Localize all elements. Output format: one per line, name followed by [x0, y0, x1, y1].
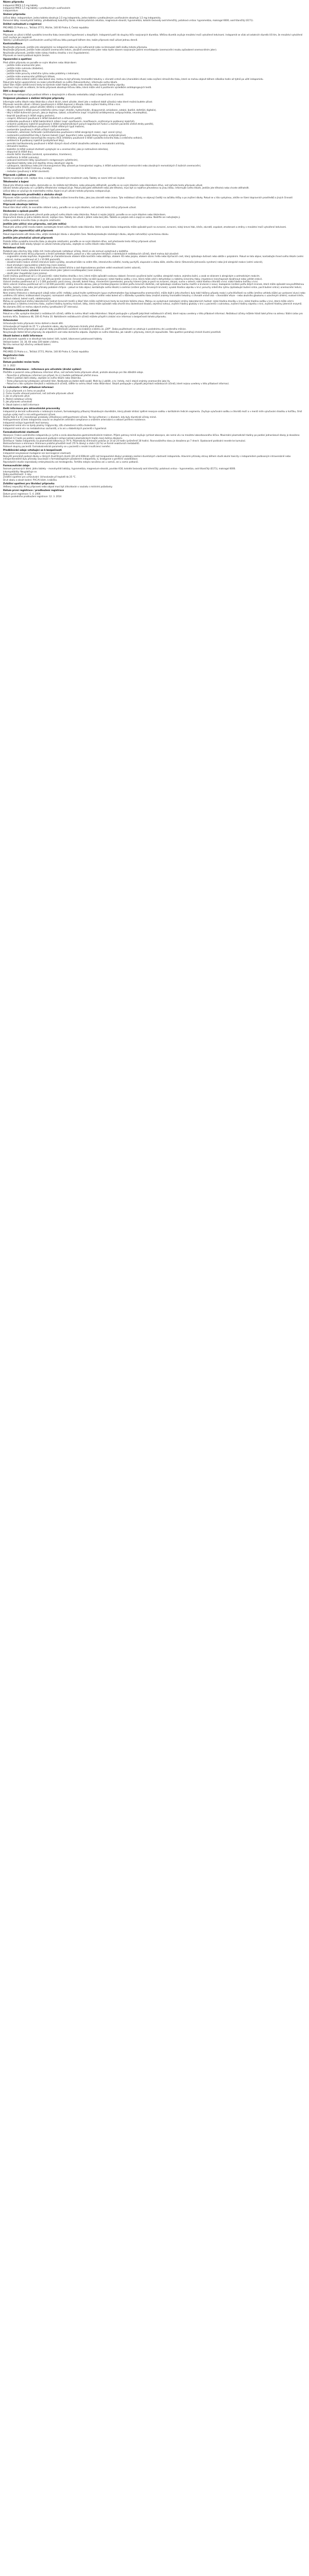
section-paragraph: Vždy užívejte tento přípravek přesně podle pokynů svého lékaře nebo lékárníka. Pokud si nejste jistý(á), poraďte se se svým lékařem nebo lékárníkem. — [3, 213, 166, 216]
section-paragraph: 1. Co je přípravek a k čemu se používá — [3, 389, 45, 392]
leaflet-section — [3, 310, 306, 318]
section-paragraph: Na záznamu EKG se mohou objevit změny (prodloužení QT intervalu). — [3, 305, 79, 308]
section-paragraph: 6. Obsah balení a další informace — [3, 403, 40, 406]
leaflet-section — [3, 431, 306, 448]
leaflet-section — [3, 237, 306, 245]
section-paragraph: Indapamid nevykazoval mutagenní ani karcinogenní vlastnosti. — [3, 452, 72, 455]
section-paragraph: Užívání tohoto přípravku se v průběhu těhotenství nedoporučuje. Pokud plánujete otěhotnět nebo jste těhotná, musí být co nejdříve převedena na jinou léčbu. Informujte svého lékaře, jestliže jste těhotná nebo chcete otěhotnět. — [3, 187, 250, 190]
section-paragraph: – vinkamin podávaný injekčně (používaný k léčbě symptomatických poruch kognitivních funkcí u starších pacientů včetně ztráty paměti), — [5, 122, 154, 125]
leaflet-section — [3, 483, 306, 488]
leaflet-section — [3, 90, 306, 96]
section-paragraph: Datum posledního prodloužení registrace: 12. 3. 2014 — [3, 495, 62, 498]
package-leaflet-document — [0, 0, 309, 501]
section-heading: Indikace — [3, 30, 14, 33]
section-paragraph: – cyklosporin, takrolimus nebo jiné imunosupresivní léky užívané po transplantaci orgánu, k léčbě autoimunitních onemocnění nebo závažných revmatických či kožních onemocnění, — [5, 164, 201, 167]
leaflet-section — [3, 30, 306, 42]
section-heading: Upozornění a opatření — [3, 58, 32, 61]
section-heading: Těhotenství a kojení — [3, 181, 29, 184]
section-paragraph: – inhibitory angiotensin konvertujícího enzymu (ACE inhibitory používané k léčbě vysokého krevního tlaku a srdečního selhání), — [5, 136, 143, 139]
section-paragraph: Jak přípravek vypadá a co obsahuje toto balení: bílé, kulaté, bikonvexní potahované tablety. — [3, 337, 102, 341]
section-heading: Držitel rozhodnutí o registraci — [3, 23, 42, 26]
section-paragraph: – angioedém a/nebo kopřivka. Angioedém je charakterizován otokem kůže končetin nebo obličeje, otokem rtů nebo jazyka, otokem sliznic hrdla nebo dýchacích cest, který způsobuje dušnost nebo obtíže s polykáním. Pokud se toto objeví, kontaktujte ihned svého lékaře (velmi vzácné, mohou postihnout až 1 z 10 000 pacientů), — [5, 255, 304, 261]
leaflet-section — [3, 181, 306, 192]
leaflet-section — [3, 465, 306, 482]
section-heading: Zvláštní opatření pro likvidaci přípravku — [3, 482, 55, 485]
section-paragraph: – stimulační laxativa, — [5, 145, 28, 148]
leaflet-section — [3, 230, 306, 235]
section-paragraph: Seznam pomocných látek: jádro tablety – monohydrát laktózy, hypromelóza, magnesium-stearát, povidon K30, koloidní bezvodý oxid křemičitý; potahová vrstva – hypromelóza, oxid titaničitý (E171), makrogol 6000. — [3, 467, 236, 470]
section-paragraph: – jestliže máte snížené vidění nebo bolest oka; mohou to být příznaky hromadění tekutiny v cévnaté vrstvě oka (choroidální efuze) nebo zvýšení nitroočního tlaku, které se mohou objevit během několika hodin až týdnů po užití indapamidu. — [5, 78, 264, 81]
leaflet-section — [3, 204, 306, 209]
section-paragraph: Lékař Vám může nařídit krevní testy ke kontrole nízké hladiny sodíku nebo draslíku nebo vysoké hladiny vápníku. — [3, 83, 126, 87]
section-paragraph: Vzácné (mohou postihnout až 1 z 1 000 pacientů): pocit únavy, závratě, bolest hlavy, mravenčení (parestezie); poruchy trávení (jako je pocit na zvracení, zácpa), sucho v ústech; nízká hladina chloridů v krvi; nízká hladina hořčíku v krvi. — [3, 280, 259, 283]
section-paragraph: Sportovci mají vzít na vědomí, že tento přípravek obsahuje léčivou látku, která může vést k pozitivním výsledkům antidopingových testů. — [3, 86, 152, 89]
section-paragraph: Nevyhazujte žádné léčivé přípravky do odpadních vod nebo domácího odpadu. Zeptejte se svého lékárníka, jak naložit s přípravky, které již nepoužíváte. Tato opatření pomáhají chránit životní prostředí. — [3, 330, 221, 333]
section-paragraph: Indapamid nemá vliv na metabolismus sacharidů, a to ani u diabetických pacientů s hypertenzí. — [3, 427, 107, 430]
section-paragraph: – tetrakosaktid (k léčbě Crohnovy choroby), — [5, 167, 53, 170]
section-paragraph: – zánět jater (hepatitida) (není známo). — [5, 272, 48, 275]
section-paragraph: – bepridil (používaný k léčbě anginy pectoris), — [5, 114, 55, 117]
section-paragraph: Protože léčba vysokého krevního tlaku je obvykle celoživotní, poraďte se se svým lékařem dříve, než přestanete tento léčivý přípravek užívat. — [3, 240, 157, 243]
section-paragraph: – antibiotika používaná k léčbě bakteriálních infekcí (např. sparfloxacin, moxifloxacin, erythromycin podávaný injekčně), — [5, 120, 135, 123]
section-paragraph: Neužívejte přípravek, jestliže máte nízkou hladinu draslíku v krvi (hypokalemie). — [3, 51, 90, 54]
section-paragraph: Veškerý nepoužitý léčivý přípravek nebo odpad musí být zlikvidován v souladu s místními požadavky. — [3, 485, 113, 488]
section-paragraph: Mohou se vyskytnout změny laboratorních hodnot (krevních testů) a lékař Vám může nařídit krevní testy ke kontrole Vašeho stavu. Mohou se vyskytnout následující změny laboratorních hodnot: nízká hladina draslíku v krvi, nízká hladina sodíku v krvi, která může vést k dehydrataci a nízkému krevnímu tlaku, zvýšení hladiny kyseliny močové, látky, která může způsobit nebo zhoršit dnu (bolestivost kloubů, zejména nohou), zvýšení hladiny glukózy v krvi u pacientů s cukrovkou, zvýšení hladiny vápníku v krvi, zvýšené hladiny jaterních enzymů. — [3, 299, 302, 306]
section-heading: Jestliže jste zapomněl(a) užít přípravek — [3, 230, 54, 233]
leaflet-section — [3, 386, 306, 406]
section-paragraph: Před užitím přípravku se poraďte se svým lékařem nebo lékárníkem: — [3, 61, 77, 64]
section-paragraph: Biotransformace a eliminace: Eliminace probíhá převážně močí (70 % dávky) a stolicí (22 %) ve formě neaktivních metabolitů. — [3, 442, 140, 445]
section-paragraph: Velikost balení: 10, 30, 60 nebo 100 tablet v blistru. — [3, 340, 59, 343]
section-paragraph: Velmi vzácné (mohou postihnout až 1 z 10 000 pacientů): změny krevního obrazu, jako je trombocytopenie (snížení počtu krevních destiček, což způsobuje snadnou tvorbu modřin a krvácení z nosu), leukopenie (snížení počtu bílých krvinek, které může způsobit nevysvětlitelnou horečku, bolest v krku nebo jiné příznaky podobné chřipce – pokud se toto objeví, kontaktujte svého lékaře) a anémie (snížení počtu červených krvinek); vysoká hladina vápníku v krvi; poruchy srdečního rytmu (způsobující bušení srdce, pocit bušení srdce); onemocnění ledvin; abnormální funkce jater. — [3, 283, 304, 292]
section-paragraph: – Máte-li jakékoli další otázky, zeptejte se svého lékaře nebo lékárníka. — [5, 377, 82, 380]
leaflet-section — [3, 223, 306, 229]
leaflet-section — [3, 449, 306, 463]
section-paragraph: Indapamid snižuje hypertrofii levé komory. — [3, 421, 49, 424]
section-paragraph: – zánět slinivky břišní, který může způsobit silnou bolest břicha a zad doprovázenou pocitem velké nevolnosti (velmi vzácné), — [5, 266, 141, 269]
section-paragraph: Indapamid PMCS 1,5 mg tablety s prodlouženým uvolňováním — [3, 7, 71, 9]
section-paragraph: Druh obalu a obsah balení: PVC/Al blistr, krabička. — [3, 478, 58, 481]
section-heading: Uchovávání — [3, 319, 18, 322]
section-heading: Datum poslední revize textu — [3, 361, 40, 364]
section-paragraph: Indapamid je derivát sulfonamidu s indolovým kruhem, farmakologicky příbuzný thiazidovým diuretikům, který působí inhibicí zpětné resorpce sodíku v kortikálním ředicím segmentu. Zvyšuje vylučování sodíku a chloridů močí a v menší míře vylučování draslíku a hořčíku, čímž zvyšuje výdej moči a má antihypertenzní účinek. — [3, 410, 302, 416]
section-paragraph: – metadon (používaný k léčbě závislosti). — [5, 170, 50, 173]
section-paragraph: Antihypertenzní účinek indapamidu souvisí se zlepšením arteriální compliance a snížením arteriolární a celkové periferní rezistence. — [3, 418, 146, 421]
section-paragraph: Pokud jste užil(a) příliš mnoho tablet, kontaktujte ihned svého lékaře nebo lékárníka. Velmi vysoká dávka indapamidu může způsobit pocit na zvracení, zvracení, nízký krevní tlak, křeče, závratě, ospalost, zmatenost a změny v množství moči vytvářené ledvinami. — [3, 226, 287, 229]
section-paragraph: – metformin (k léčbě cukrovky), — [5, 156, 40, 159]
section-paragraph: Přípravek nesmíte užívat s lithiem (používaným k léčbě deprese) z důvodu rizika zvýšení hladiny lithia v krvi. — [3, 103, 121, 106]
section-heading: Registrační číslo — [3, 354, 24, 357]
leaflet-section — [3, 335, 306, 346]
section-paragraph: Tablety s prodlouženým uvolňováním uvolňují léčivou látku postupně během dne, takže přípravek stačí užívat jednou denně. — [3, 39, 138, 42]
leaflet-section — [3, 58, 306, 89]
section-paragraph: – amfotericin B podávaný injekčně (protiplísňové léky), — [5, 139, 65, 142]
section-paragraph: – pentamidin (používaný k léčbě určitých typů pneumonie), — [5, 128, 70, 131]
section-paragraph: Pomocné látky: monohydrát laktózy, předbobtnalý kukuřičný škrob, mikrokrystalická celulóza, magnesium-stearát, hypromelóza, koloidní bezvodý oxid křemičitý, potahová vrstva: hypromelóza, makrogol 6000, oxid titaničitý (E171). — [3, 19, 254, 22]
section-heading: Další informace pro zdravotnické pracovníky — [3, 407, 60, 410]
leaflet-section — [3, 361, 306, 367]
section-paragraph: Léčivá látka se vylučuje do mateřského mléka. Kojení se při užívání tohoto přípravku nedoporučuje. — [3, 189, 111, 192]
section-heading: Obsah balení a další informace — [3, 334, 43, 337]
leaflet-section — [3, 13, 306, 22]
leaflet-section — [3, 354, 306, 360]
section-paragraph: Uchovávejte tento přípravek mimo dohled a dosah dětí. — [3, 322, 64, 325]
section-heading: Jestliže jste přestal(a) užívat přípravek — [3, 237, 53, 240]
section-paragraph: Neužívejte přípravek, jestliže máte závažné onemocnění ledvin, závažné onemocnění jater nebo trpíte stavem nazývaným jaterní encefalopatie (onemocnění mozku způsobené onemocněním jater). — [3, 48, 217, 52]
section-heading: Dávkování a způsob použití — [3, 210, 38, 213]
section-heading: Kontraindikace — [3, 43, 23, 46]
section-paragraph: Informujte svého lékaře, pokud užíváte některý z následujících přípravků: — [3, 106, 82, 109]
section-paragraph: – jestliže máte cukrovku (diabetes), — [5, 66, 44, 70]
section-paragraph: Informujte svého lékaře nebo lékárníka o všech lécích, které užíváte, které jste v nedávné době užíval(a) nebo které možná budete užívat. — [3, 100, 153, 103]
section-paragraph: Přípravek se nedoporučuje podávat dětem a dospívajícím z důvodu nedostatku údajů o bezpečnosti a účinnosti. — [3, 93, 124, 96]
section-paragraph: – jestliže trpíte dnou, — [5, 70, 28, 73]
section-paragraph: Inkompatibility: Neuplatňuje se. — [3, 470, 38, 473]
section-paragraph: Pokud jste těhotná nebo kojíte, domníváte se, že můžete být těhotná, nebo plánujete otěhotnět, poraďte se se svým lékařem nebo lékárníkem dříve, než začnete tento přípravek užívat. — [3, 184, 203, 187]
section-paragraph: – Ponechte si příbalovou informaci pro případ, že si ji budete potřebovat přečíst znovu. — [5, 374, 99, 377]
section-paragraph: – vápníkové tablety nebo jiné doplňky stravy obsahující vápník, — [5, 161, 74, 164]
section-paragraph: – onemocnění mozku způsobené onemocněním jater (jaterní encefalopatie) (není známo), — [5, 269, 102, 272]
section-paragraph: – jestliže máte onemocnění jater, — [5, 64, 41, 67]
section-paragraph: Přípravek může vyvolat nežádoucí účinky v důsledku snížení krevního tlaku, jako jsou závratě nebo únava. Tyto nežádoucí účinky se objevují častěji na začátku léčby a po zvýšení dávky. Pokud se u Vás vyskytnou, zdržte se řízení dopravních prostředků a jiných činností vyžadujících zvýšenou pozornost. — [3, 196, 293, 202]
section-paragraph: – halofantrin (antiparazitikum používané k léčbě některých typů malárie), — [5, 125, 85, 128]
leaflet-section — [3, 43, 306, 57]
section-heading: Přípravek obsahuje laktózu — [3, 203, 38, 206]
section-heading: Farmakokinetické vlastnosti — [3, 431, 39, 434]
section-paragraph: Časté (mohou postihnout až 1 z 10 pacientů): nízká hladina draslíku v krvi, která může způsobit svalovou slabost; červená vyvýšená kožní vyrážka; alergické reakce, zejména kožní, u osob se sklonem k alergickým a astmatickým reakcím. — [3, 275, 261, 278]
section-paragraph: 3. Jak se přípravek užívá — [3, 395, 30, 398]
section-heading: Datum první registrace / prodloužení registrace — [3, 489, 64, 493]
section-paragraph: – perorální kortikosteroidy používané k léčbě různých stavů včetně závažného astmatu a revmatoidní artritidy, — [5, 142, 125, 145]
section-paragraph: Nepoužívejte tento přípravek po uplynutí doby použitelnosti uvedené na krabičce a blistru za „EXP“. Doba použitelnosti se vztahuje k poslednímu dni uvedeného měsíce. — [3, 328, 186, 331]
section-heading: Název přípravku — [3, 1, 24, 4]
section-heading: Výrobce — [3, 347, 14, 350]
section-paragraph: Doba použitelnosti: 3 roky. — [3, 473, 32, 476]
section-paragraph: Reprodukční studie neprokázaly embryotoxicitu ani teratogenitu. Fertilita nebyla narušena ani u samců, ani u samic potkanů. — [3, 460, 139, 463]
section-paragraph: PRO.MED.CS Praha a.s., Telčská 377/1, Michle, 140 00 Praha 4, Česká republika — [3, 26, 89, 29]
section-paragraph: Rizikové skupiny pacientů: Farmakokinetické parametry se u pacientů s renální insuficiencí nemění. — [3, 445, 111, 448]
section-paragraph: Méně časté (mohou postihnout až 1 ze 100 pacientů): zvracení; červené tečky na kůži (purpura); nízká hladina sodíku v krvi, která může vést k dehydrataci a nízkému krevnímu tlaku; impotence (neschopnost dosáhnout nebo udržet erekci). — [3, 277, 263, 280]
section-paragraph: – Tento přípravek byl předepsán výhradně Vám. Nedávejte jej žádné další osobě. Mohl by jí ublížit, a to i tehdy, má-li stejné známky onemocnění jako Vy. — [5, 379, 170, 382]
section-heading: Jestliže jste užil(a) více přípravku, než jste měl(a) — [3, 223, 66, 226]
section-paragraph: – jodované kontrastní látky (používané k rentgenovým vyšetřením), — [5, 159, 78, 162]
leaflet-section — [3, 368, 306, 385]
section-paragraph: Podobně jako všechny léky může mít i tento přípravek nežádoucí účinky, které se ale nemusí vyskytnout u každého. — [3, 249, 129, 252]
section-paragraph: 10. 3. 2022 — [3, 364, 15, 367]
section-paragraph: Na trhu nemusí být všechny velikosti balení. — [3, 343, 52, 346]
section-paragraph: Pokud se u Vás vyskytne kterýkoli z nežádoucích účinků, sdělte to svému lékaři nebo lékárníkovi. Stejně postupujte v případě jakýchkoli nežádoucích účinků, které nejsou uvedeny v této příbalové informaci. Nežádoucí účinky můžete hlásit také přímo na adresu: Státní ústav pro kontrolu léčiv, Šrobárova 48, 100 41 Praha 10. Nahlášením nežádoucích účinků můžete přispět k získání více informací o bezpečnosti tohoto přípravku. — [3, 312, 303, 318]
leaflet-section — [3, 210, 306, 222]
section-paragraph: Přípravek se užívá k léčbě vysokého krevního tlaku (esenciální hypertenze) u dospělých. Indapamid patří do skupiny léčiv nazývaných diuretika. Většina diuretik zvyšuje množství moči vytvářené ledvinami. Indapamid se však od ostatních diuretik liší tím, že množství vytvářené moči zvyšuje jen nepatrně. — [3, 33, 303, 39]
section-paragraph: Datum první registrace: 5. 4. 2006 — [3, 493, 41, 496]
section-paragraph: Pokud zapomenete užít dávku léku, užijte následující dávku v obvyklém čase. Nezdvojnásobujte následující dávku, abyste nahradil(a) vynechanou dávku. — [3, 233, 169, 235]
section-heading: Farmaceutické údaje — [3, 464, 30, 467]
leaflet-section — [3, 97, 306, 173]
section-paragraph: PRO.MED.CS Praha a.s., Telčská 377/1, Michle, 140 00 Praha 4, Česká republika — [3, 350, 89, 353]
section-paragraph: 2. Čemu musíte věnovat pozornost, než začnete přípravek užívat — [3, 392, 74, 395]
section-paragraph: 5. Jak přípravek uchovávat — [3, 400, 32, 403]
section-paragraph: Není známo (frekvenci z dostupných údajů nelze určit): mdloby; pokud trpíte systémovým lupus erythematodes (typ kolagenového onemocnění), může dojít k jeho zhoršení; byly také hlášeny případy reakcí z přecitlivělosti na světlo (změna vzhledu kůže) po vystavení slunci nebo umělému UV záření; krátkozrakost (myopie); rozmazané vidění; poruchy zraku; snížené vidění nebo bolest očí v důsledku vysokého tlaku (možné známky hromadění tekutiny v cévnaté vrstvě oka – choroidální efuze – nebo akutního glaukomu s uzavřeným úhlem); svalové křeče, svalová slabost, bolest svalů, rabdomyolýza. — [3, 291, 305, 300]
section-paragraph: Léčivá látka: indapamidum. Jedna tableta obsahuje 2,5 mg indapamidu, jedna tableta s prodlouženým uvolňováním obsahuje 1,5 mg indapamidu. — [3, 16, 162, 19]
leaflet-section — [3, 319, 306, 333]
section-heading: Složení přípravku — [3, 13, 26, 16]
section-paragraph: Pokud jste byl(a) upozorněn(a) na reakci přecitlivělosti na světlo (fotosenzitivitu), informujte svého lékaře. — [3, 80, 118, 83]
section-paragraph: Tablety se polykají celé, nejlépe ráno, a zapijí se dostatečným množstvím vody. Tablety se nesmí drtit ani žvýkat. — [3, 177, 125, 180]
leaflet-section — [3, 174, 306, 180]
section-paragraph: Léčba vysokého krevního tlaku je obvykle celoživotní. — [3, 218, 61, 222]
section-paragraph: Zvláštní opatření pro uchovávání: Uchovávejte při teplotě do 25 °C. — [3, 476, 76, 479]
section-paragraph: Indapamid PMCS 2,5 mg tablety — [3, 4, 38, 7]
section-paragraph: Přípravek se nesmí podávat kojícím ženám. — [3, 54, 50, 57]
section-heading: Hlášení nežádoucích účinků — [3, 309, 39, 312]
section-paragraph: – jestliže máte poruchy srdečního rytmu nebo problémy s ledvinami, — [5, 72, 79, 75]
section-heading: Předklinické údaje vztahující se k bezpečnosti — [3, 449, 62, 452]
leaflet-section — [3, 247, 306, 308]
section-paragraph: – baklofen (k léčbě svalové ztuhlosti vyskytující se u onemocnění, jako je roztroušená skleróza), — [5, 147, 109, 150]
section-paragraph: Distribuce: Vazba indapamidu na plazmatické bílkoviny je 79 %. Plazmatický eliminační poločas je 14 až 24 hodin (průměrně 18 hodin). Rovnovážného stavu je dosaženo po 7 dnech. Opakované podávání nevede ke kumulaci. — [3, 439, 246, 442]
section-paragraph: – Pokud se u Vás vyskytne kterýkoli z nežádoucích účinků, sdělte to svému lékaři nebo lékárníkovi. Stejně postupujte v případě jakýchkoli nežádoucích účinků, které nejsou uvedeny v této příbalové informaci. — [5, 382, 230, 385]
section-paragraph: Absorpce: Frakce uvolněného indapamidu je rychle a zcela absorbována gastrointestinálním traktem. Příjem potravy mírně zvyšuje rychlost absorpce, ale nemá vliv na množství absorbovaného léčiva. Maximální plazmatické hladiny po podání jednorázové dávky je dosaženo přibližně 12 hodin po podání; opakované podávání snižuje kolísání plazmatických hladin mezi dvěma dávkami. — [3, 434, 300, 439]
leaflet-section — [3, 408, 306, 430]
section-paragraph: – léky používané k léčbě poruch srdečního rytmu (např. chinidin, hydrochinidin, disopyramid, amiodaron, sotalol, ibutilid, dofetilid, digitalis), — [5, 108, 157, 111]
section-heading: Vzájemné působení s dalšími léčivými přípravky — [3, 97, 64, 100]
section-paragraph: Doporučená dávka je jedna tableta denně, nejlépe ráno. Tablety lze užívat s jídlem nebo bez jídla. Tableta se polyká celá a zapíjí se vodou. Nedrťte ani nežvýkejte ji. — [3, 216, 181, 219]
section-paragraph: Studie fáze II a III s monoterapií prokázaly 24hodinový antihypertenzní účinek. Ten byl přítomen i v dávkách, kdy byly diuretické účinky mírné. — [3, 415, 157, 418]
section-paragraph: Nejvyšší perorálně podané dávky u různých živočišných druhů (40 až 8 000krát vyšší než terapeutické dávky) prokázaly zesílení diuretických vlastností indapamidu. Hlavními příznaky otravy během studií akutní toxicity s indapamidem podávaným intravenózně nebo intraperitoneálně byly příznaky související s farmakologickým působením indapamidu, tj. bradypnoe a periferní vazodilatace. — [3, 454, 291, 461]
section-paragraph: Pokud Vám lékař sdělil, že nesnášíte některé cukry, poraďte se se svým lékařem, než začnete tento léčivý přípravek užívat. — [3, 206, 136, 209]
section-paragraph: 4. Možné nežádoucí účinky — [3, 397, 32, 400]
section-paragraph: Přečtěte si pozorně celou příbalovou informaci dříve, než začnete tento přípravek užívat, protože obsahuje pro Vás důležité údaje. — [3, 371, 144, 374]
section-paragraph: Přestaňte užívat tento léčivý přípravek a ihned vyhledejte lékaře, pokud se u Vás vyskytne kterýkoli z následujících nežádoucích účinků, které mohou být závažné: — [3, 252, 179, 255]
leaflet-section — [3, 489, 306, 498]
leaflet-section — [3, 347, 306, 353]
section-paragraph: – draslík šetřící diuretika (amilorid, spironolakton, triamteren), — [5, 153, 73, 156]
section-paragraph: – alopurinol (k léčbě dny), — [5, 150, 33, 153]
leaflet-section — [3, 23, 306, 29]
section-paragraph: – léky k léčbě duševních poruch, jako je deprese, úzkost, schizofrenie (např. tricyklická antidepresiva, antipsychotika, neuroleptika), — [5, 111, 148, 114]
section-paragraph: 58/327/06-C — [3, 357, 16, 360]
section-heading: Nežádoucí účinky — [3, 247, 26, 249]
section-paragraph: Neužívejte přípravek, jestliže jste alergický(á) na indapamid nebo na jiný sulfonamid nebo na kteroukoli další složku tohoto přípravku. — [3, 46, 148, 48]
leaflet-section — [3, 1, 306, 12]
section-paragraph: – mizolastin, astemizol, terfenadin (antihistaminika používaná k léčbě alergických reakcí, např. senné rýmy), — [5, 131, 123, 134]
section-paragraph: – život ohrožující nepravidelný srdeční tep (není známo), — [5, 263, 66, 266]
section-paragraph: – nesteroidní protizánětlivé léky k tlumení bolesti (např. ibuprofen) nebo vysoké dávky kyseliny acetylsalicylové, — [5, 133, 127, 137]
section-paragraph: – jestliže máte onemocnění příštítných tělísek, — [5, 75, 56, 78]
section-paragraph: Máte-li jakékoli další otázky týkající se užívání tohoto přípravku, zeptejte se svého lékaře nebo lékárníka. — [3, 243, 116, 245]
section-paragraph: Indapamid nemá vliv na lipidy plazmy: triglyceridy, LDL-cholesterol a HDL-cholesterol. — [3, 424, 96, 427]
section-heading: Co naleznete v této příbalové informaci — [3, 386, 54, 389]
section-paragraph: Uchovávejte při teplotě do 25 °C v původním obalu, aby byl přípravek chráněn před vlhkostí. — [3, 325, 104, 328]
section-heading: Řízení dopravních prostředků a obsluha strojů — [3, 193, 62, 196]
section-paragraph: – závažné kožní reakce včetně intenzivní kožní vyrážky, zarudnutí kůže na celém těle, intenzivního svědění, tvorby puchýřů, olupování a otoku kůže, zánětu sliznic (Stevensův-Johnsonův syndrom) nebo jiné alergické reakce (velmi vzácné), — [5, 261, 263, 264]
section-heading: Přípravek s jídlem a pitím — [3, 174, 36, 177]
leaflet-section — [3, 194, 306, 202]
section-paragraph: indapamidum — [3, 9, 18, 12]
section-paragraph: – cisaprid, difemanil (používané k léčbě žaludečních a střevních potíží), — [5, 117, 82, 120]
section-heading: Příbalová informace – informace pro uživatele (druhé vydání) — [3, 368, 81, 371]
section-heading: Děti a dospívající — [3, 90, 25, 93]
